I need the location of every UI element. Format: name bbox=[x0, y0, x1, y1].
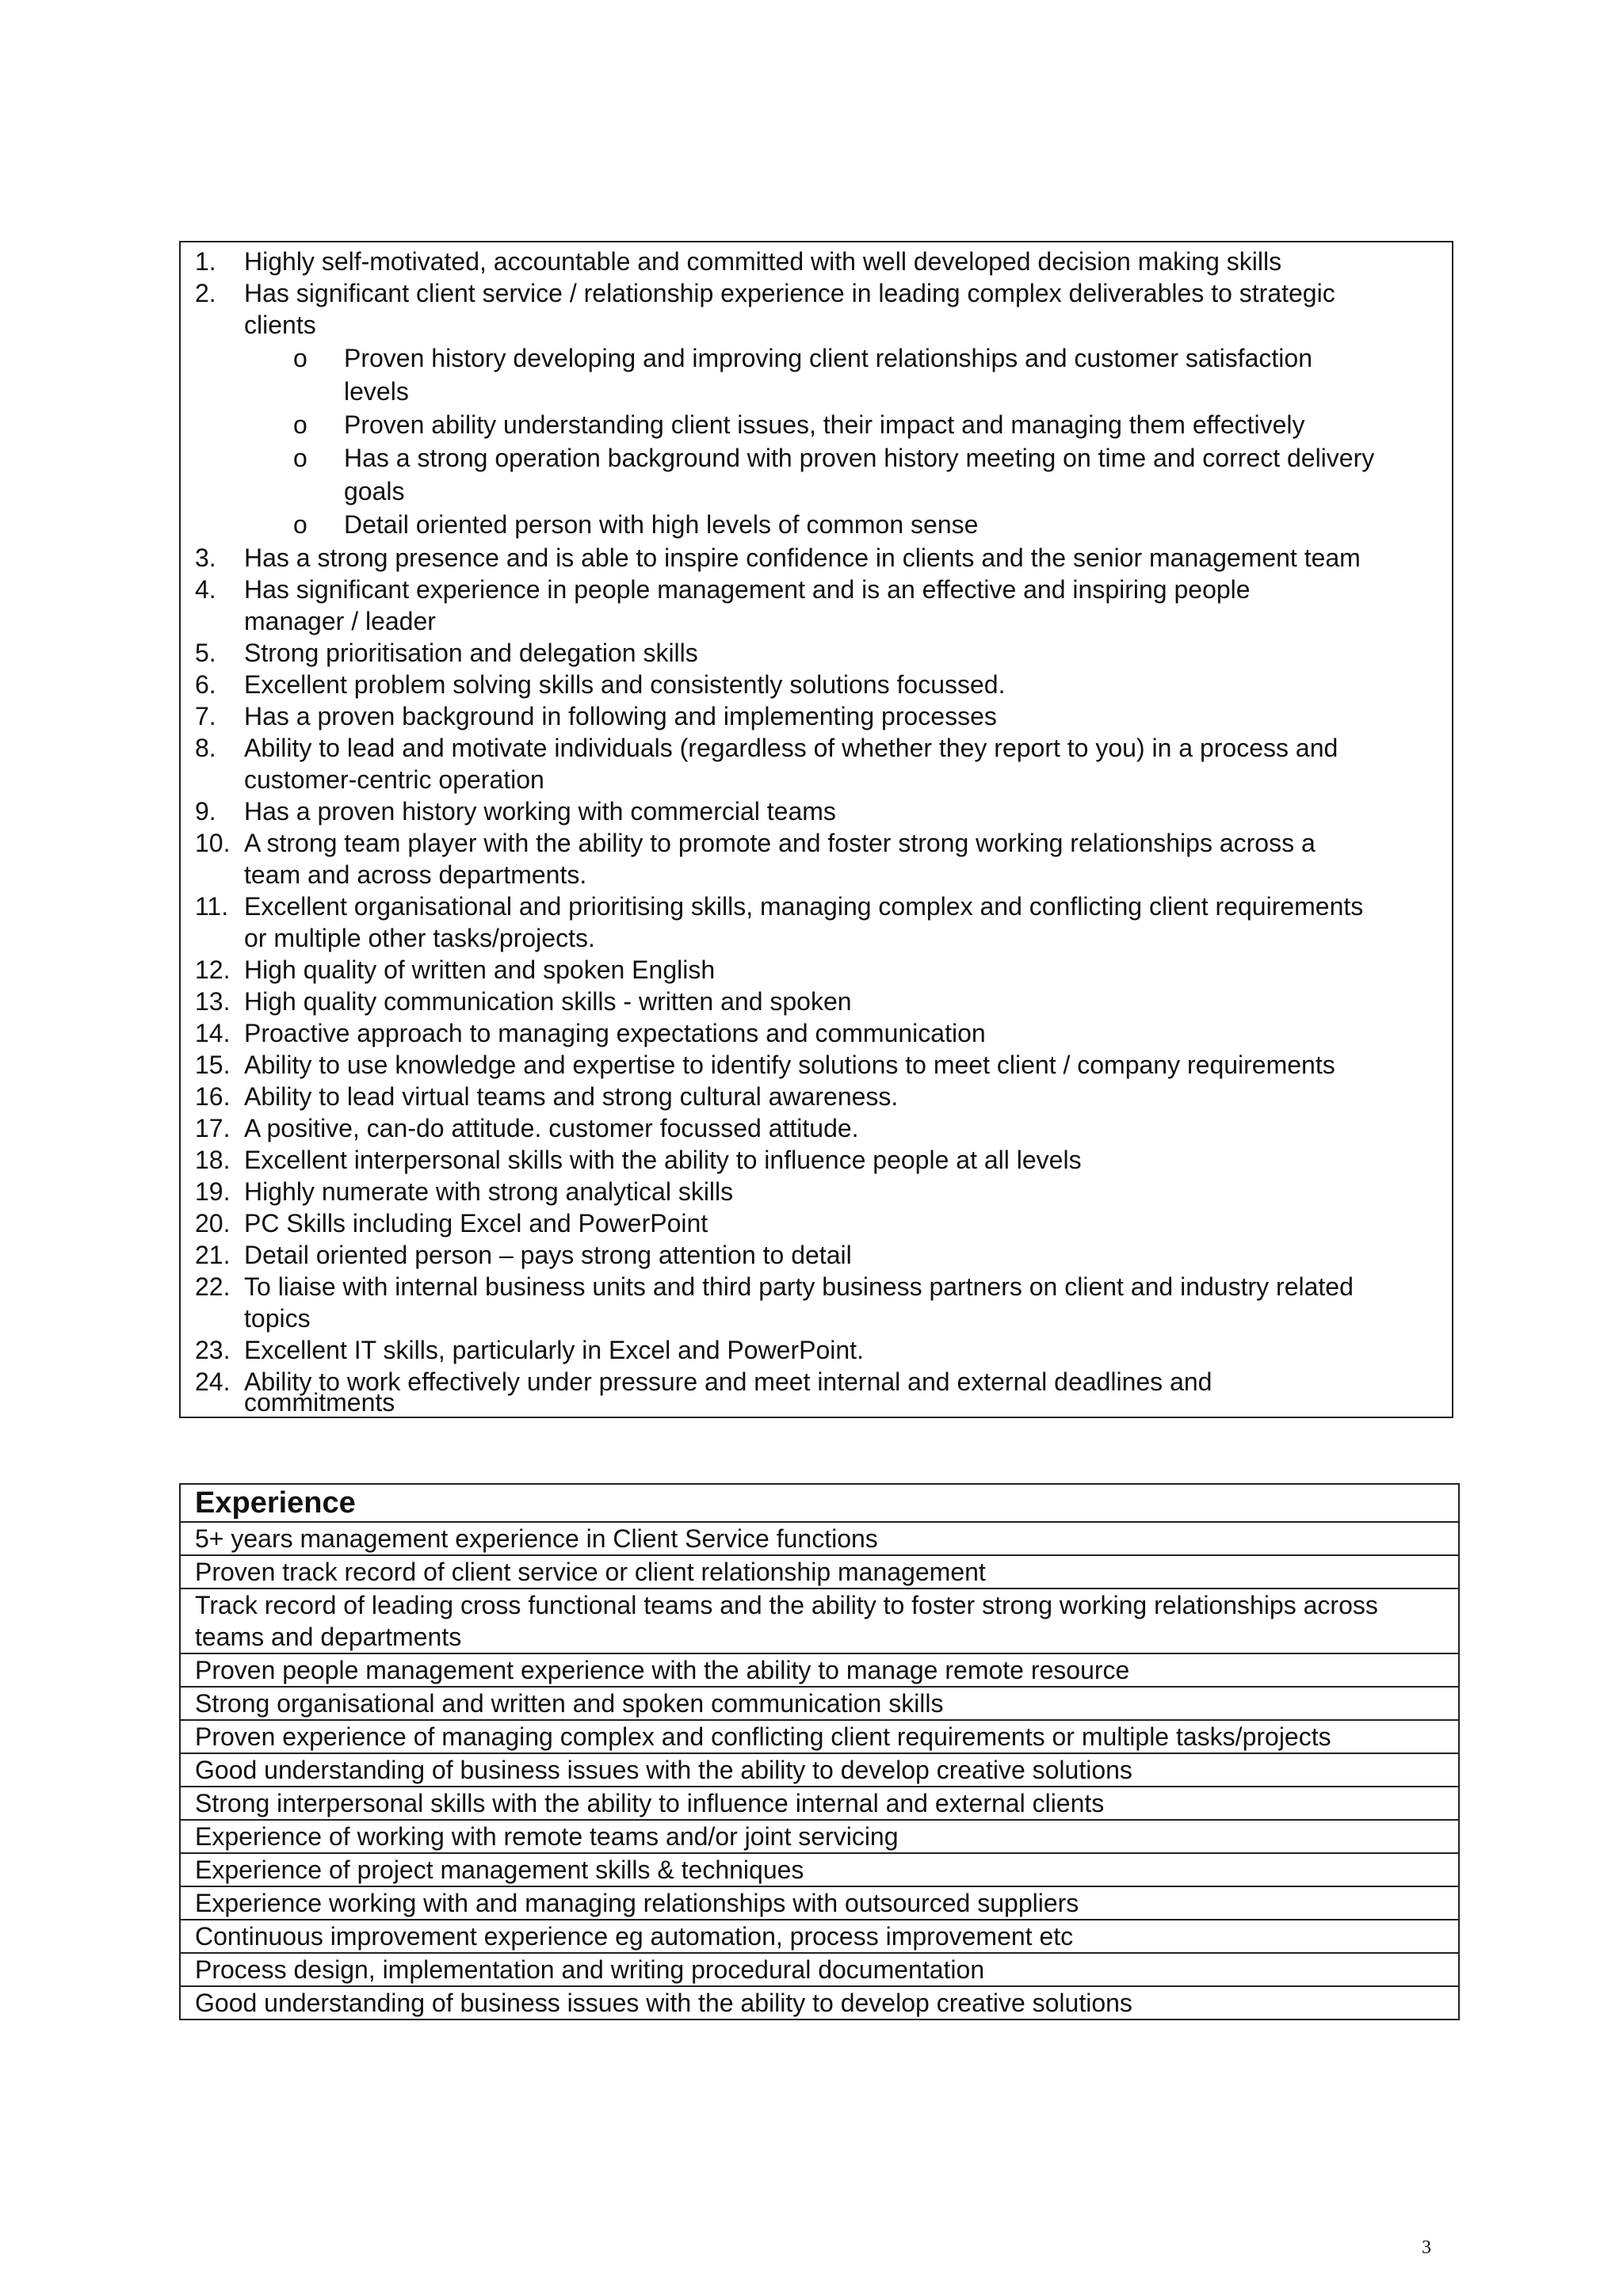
table-row: Experience working with and managing relationships with outsourced suppliers bbox=[180, 1886, 1459, 1920]
skills-box: 1. Highly self-motivated, accountable and committed with well developed decision making skills 2. Has significant client service / relationship experience in leading complex deliverables to strategic clients o Proven history developing and improving client relationships and customer satisfaction levels o Proven ability understanding client issues, their impact and managing them effectively o Has a strong operation background with proven history meeting on time and correct delivery goals o Detail oriented person with high levels of common sense 3. Has a strong presence and is able to inspire confidence in clients and the senior management team 4. Has significant experience in people management and is an effective and inspiring people manager / leader 5. Strong prioritisation and delegation skills 6. Excellent problem solving skills and consistently solutions focussed. 7. Has a proven background in following and implementing processes 8. Ability to lead and motivate individuals (regardless of whether they report to you) in a process and customer-centric operation 9. Has a proven history working with commercial teams 10. A strong team player with the ability to promote and foster strong working relationships across a team and across departments. 11. Excellent organisational and prioritising skills, managing complex and conflicting client requirements or multiple other tasks/projects. 12. High quality of written and spoken English 13. High quality communication skills - written and spoken 14. Proactive approach to managing expectations and communication 15. Ability to use knowledge and expertise to identify solutions to meet client / company requirements 16. Ability to lead virtual teams and strong cultural awareness. 17. A positive, can-do attitude. customer focussed attitude. 18. Excellent interpersonal skills with the ability to influence people at all levels 19. Highly numerate with strong analytical skills 20. PC Skills including Excel and PowerPoint 21. Detail oriented person – pays strong attention to detail 22. To liaise with internal business units and third party business partners on client and industry related topics 23. Excellent IT skills, particularly in Excel and PowerPoint. 24. Ability to work effectively under pressure and meet internal and external deadlines and commitments bbox=[179, 241, 1453, 1418]
circle-bullet-icon: o bbox=[293, 444, 307, 472]
circle-bullet-icon: o bbox=[293, 344, 307, 372]
table-row: Process design, implementation and writing procedural documentation bbox=[180, 1953, 1459, 1986]
experience-heading: Experience bbox=[180, 1484, 1459, 1522]
experience-table bbox=[179, 1483, 1460, 2020]
table-row: Experience of working with remote teams and/or joint servicing bbox=[180, 1820, 1459, 1853]
table-row: Good understanding of business issues with the ability to develop creative solutions bbox=[180, 1753, 1459, 1787]
circle-bullet-icon: o bbox=[293, 510, 307, 539]
table-row: 5+ years management experience in Client Service functions bbox=[180, 1522, 1459, 1555]
table-header-row bbox=[180, 1484, 1459, 1522]
table-row: Good understanding of business issues with the ability to develop creative solutions bbox=[180, 1986, 1459, 2019]
table-row: Strong organisational and written and spoken communication skills bbox=[180, 1687, 1459, 1720]
table-row: Experience of project management skills & techniques bbox=[180, 1853, 1459, 1886]
table-row: Proven experience of managing complex and conflicting client requirements or multiple tasks/projects bbox=[180, 1720, 1459, 1753]
table-row: Continuous improvement experience eg automation, process improvement etc bbox=[180, 1920, 1459, 1953]
page-number: 3 bbox=[1422, 2237, 1431, 2258]
table-row: Strong interpersonal skills with the ability to influence internal and external clients bbox=[180, 1787, 1459, 1820]
table-row: Proven track record of client service or client relationship management bbox=[180, 1555, 1459, 1589]
table-row: Proven people management experience with the ability to manage remote resource bbox=[180, 1653, 1459, 1687]
table-row: Track record of leading cross functional teams and the ability to foster strong working relationships across teams and departments bbox=[180, 1589, 1459, 1653]
circle-bullet-icon: o bbox=[293, 410, 307, 439]
